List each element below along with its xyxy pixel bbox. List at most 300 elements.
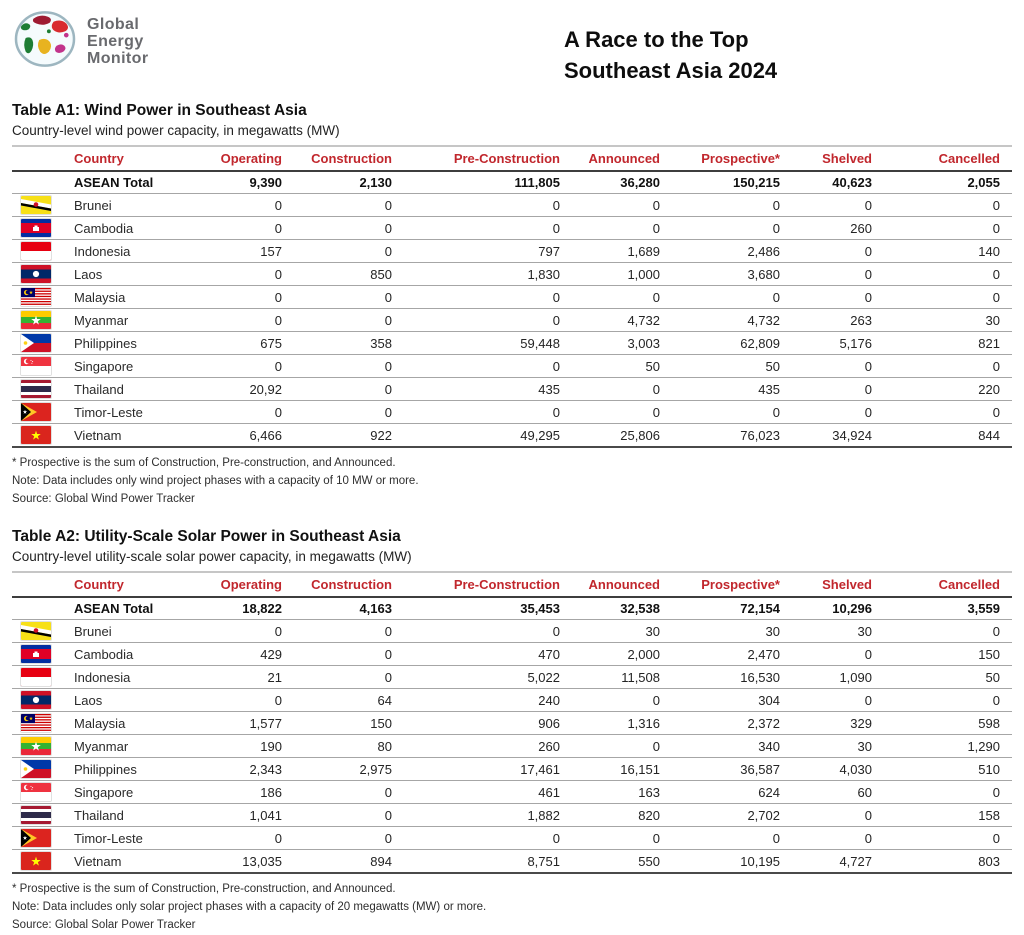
value-cell: 0 [404, 309, 572, 332]
country-row-cambodia [12, 643, 1012, 666]
total-value-cell: 32,538 [572, 597, 672, 620]
country-row-malaysia [12, 712, 1012, 735]
value-cell: 260 [404, 735, 572, 758]
value-cell: 1,689 [572, 240, 672, 263]
value-cell: 220 [884, 378, 1012, 401]
table-a2-title: Table A2: Utility-Scale Solar Power in Southeast Asia [12, 528, 401, 546]
country-name-cell: Timor-Leste [74, 827, 176, 850]
value-cell: 0 [792, 240, 884, 263]
value-cell: 1,041 [176, 804, 294, 827]
report-title-line2: Southeast Asia 2024 [564, 58, 778, 83]
value-cell: 2,702 [672, 804, 792, 827]
flag-cell [12, 355, 74, 378]
value-cell: 140 [884, 240, 1012, 263]
country-name-cell: Vietnam [74, 424, 176, 448]
value-cell: 1,882 [404, 804, 572, 827]
value-cell: 0 [294, 666, 404, 689]
total-value-cell: 150,215 [672, 171, 792, 194]
country-row-laos [12, 689, 1012, 712]
value-cell: 803 [884, 850, 1012, 874]
philippines-flag-icon [21, 760, 51, 778]
total-value-cell: 40,623 [792, 171, 884, 194]
vietnam-flag-icon [21, 426, 51, 444]
country-name-cell: Brunei [74, 194, 176, 217]
value-cell: 17,461 [404, 758, 572, 781]
value-cell: 0 [792, 401, 884, 424]
value-cell: 0 [884, 194, 1012, 217]
value-cell: 510 [884, 758, 1012, 781]
value-cell: 30 [792, 735, 884, 758]
value-cell: 850 [294, 263, 404, 286]
value-cell: 36,587 [672, 758, 792, 781]
value-cell: 30 [572, 620, 672, 643]
column-header-pre-construction: Pre-Construction [404, 572, 572, 597]
value-cell: 59,448 [404, 332, 572, 355]
value-cell: 157 [176, 240, 294, 263]
country-name-cell: Indonesia [74, 666, 176, 689]
value-cell: 0 [884, 286, 1012, 309]
value-cell: 0 [176, 217, 294, 240]
total-value-cell: 3,559 [884, 597, 1012, 620]
value-cell: 163 [572, 781, 672, 804]
country-row-brunei [12, 194, 1012, 217]
country-row-myanmar [12, 309, 1012, 332]
flag-cell [12, 378, 74, 401]
flag-cell [12, 332, 74, 355]
total-row-label: ASEAN Total [74, 597, 176, 620]
column-header-pre-construction: Pre-Construction [404, 146, 572, 171]
value-cell: 0 [176, 309, 294, 332]
value-cell: 0 [792, 804, 884, 827]
value-cell: 0 [404, 194, 572, 217]
value-cell: 0 [176, 355, 294, 378]
value-cell: 0 [572, 194, 672, 217]
column-header-announced: Announced [572, 572, 672, 597]
value-cell: 0 [792, 263, 884, 286]
flag-cell [12, 781, 74, 804]
country-name-cell: Cambodia [74, 643, 176, 666]
table-a2-subtitle: Country-level utility-scale solar power capacity, in megawatts (MW) [12, 549, 412, 565]
value-cell: 6,466 [176, 424, 294, 448]
value-cell: 0 [572, 735, 672, 758]
total-value-cell: 2,055 [884, 171, 1012, 194]
value-cell: 461 [404, 781, 572, 804]
value-cell: 4,727 [792, 850, 884, 874]
country-name-cell: Malaysia [74, 712, 176, 735]
country-row-cambodia [12, 217, 1012, 240]
value-cell: 329 [792, 712, 884, 735]
value-cell: 0 [294, 309, 404, 332]
flag-cell [12, 620, 74, 643]
thailand-flag-icon [21, 806, 51, 824]
cambodia-flag-icon [21, 645, 51, 663]
value-cell: 0 [672, 286, 792, 309]
flag-cell [12, 424, 74, 448]
total-row-label: ASEAN Total [74, 171, 176, 194]
value-cell: 30 [672, 620, 792, 643]
country-row-philippines [12, 758, 1012, 781]
flag-cell [12, 263, 74, 286]
flag-cell [12, 401, 74, 424]
total-value-cell: 111,805 [404, 171, 572, 194]
total-value-cell: 10,296 [792, 597, 884, 620]
country-row-laos [12, 263, 1012, 286]
value-cell: 0 [672, 401, 792, 424]
value-cell: 5,176 [792, 332, 884, 355]
column-header-operating: Operating [176, 572, 294, 597]
value-cell: 0 [672, 827, 792, 850]
value-cell: 894 [294, 850, 404, 874]
value-cell: 150 [294, 712, 404, 735]
flag-cell [12, 712, 74, 735]
value-cell: 0 [294, 643, 404, 666]
indonesia-flag-icon [21, 668, 51, 686]
value-cell: 0 [294, 378, 404, 401]
solar-power-table [12, 571, 1012, 874]
value-cell: 470 [404, 643, 572, 666]
value-cell: 2,975 [294, 758, 404, 781]
value-cell: 0 [294, 286, 404, 309]
value-cell: 2,486 [672, 240, 792, 263]
value-cell: 8,751 [404, 850, 572, 874]
value-cell: 1,316 [572, 712, 672, 735]
value-cell: 922 [294, 424, 404, 448]
flag-cell [12, 689, 74, 712]
column-header-shelved: Shelved [792, 146, 884, 171]
column-header-country: Country [74, 146, 176, 171]
value-cell: 49,295 [404, 424, 572, 448]
value-cell: 30 [884, 309, 1012, 332]
value-cell: 906 [404, 712, 572, 735]
value-cell: 0 [176, 401, 294, 424]
report-title-line1: A Race to the Top [564, 27, 749, 52]
value-cell: 240 [404, 689, 572, 712]
value-cell: 0 [884, 355, 1012, 378]
value-cell: 0 [294, 827, 404, 850]
value-cell: 150 [884, 643, 1012, 666]
value-cell: 429 [176, 643, 294, 666]
globe-icon [14, 10, 76, 73]
value-cell: 0 [294, 804, 404, 827]
value-cell: 4,732 [572, 309, 672, 332]
brunei-flag-icon [21, 196, 51, 214]
thailand-flag-icon [21, 380, 51, 398]
value-cell: 0 [572, 378, 672, 401]
myanmar-flag-icon [21, 737, 51, 755]
cambodia-flag-icon [21, 219, 51, 237]
table-a1-footnotes [12, 455, 1012, 508]
footnote-note: Note: Data includes only solar project phases with a capacity of 20 megawatts (MW) or more. [12, 901, 487, 914]
value-cell: 260 [792, 217, 884, 240]
logo-line: Global [87, 15, 140, 33]
wind-power-table [12, 145, 1012, 448]
column-header-construction: Construction [294, 572, 404, 597]
value-cell: 0 [572, 217, 672, 240]
flag-cell [12, 217, 74, 240]
myanmar-flag-icon [21, 311, 51, 329]
brunei-flag-icon [21, 622, 51, 640]
flag-column-header [12, 146, 74, 171]
value-cell: 2,343 [176, 758, 294, 781]
value-cell: 0 [404, 286, 572, 309]
value-cell: 598 [884, 712, 1012, 735]
value-cell: 340 [672, 735, 792, 758]
value-cell: 0 [792, 643, 884, 666]
value-cell: 0 [792, 194, 884, 217]
value-cell: 20,92 [176, 378, 294, 401]
value-cell: 0 [672, 194, 792, 217]
value-cell: 0 [176, 827, 294, 850]
country-name-cell: Philippines [74, 332, 176, 355]
laos-flag-icon [21, 691, 51, 709]
country-row-philippines [12, 332, 1012, 355]
flag-cell [12, 240, 74, 263]
value-cell: 550 [572, 850, 672, 874]
table-a1-subtitle: Country-level wind power capacity, in megawatts (MW) [12, 123, 340, 138]
country-name-cell: Singapore [74, 355, 176, 378]
laos-flag-icon [21, 265, 51, 283]
value-cell: 1,290 [884, 735, 1012, 758]
value-cell: 62,809 [672, 332, 792, 355]
malaysia-flag-icon [21, 714, 51, 732]
country-name-cell: Myanmar [74, 735, 176, 758]
country-name-cell: Timor-Leste [74, 401, 176, 424]
header-row [12, 146, 1012, 171]
value-cell: 0 [404, 217, 572, 240]
flag-cell [12, 666, 74, 689]
total-value-cell: 18,822 [176, 597, 294, 620]
timorleste-flag-icon [21, 829, 51, 847]
asean-total-row [12, 597, 1012, 620]
flag-cell-empty [12, 171, 74, 194]
value-cell: 0 [294, 620, 404, 643]
value-cell: 1,830 [404, 263, 572, 286]
value-cell: 158 [884, 804, 1012, 827]
value-cell: 0 [294, 355, 404, 378]
country-name-cell: Brunei [74, 620, 176, 643]
footnote-prospective: * Prospective is the sum of Construction, Pre-construction, and Announced. [12, 883, 396, 896]
asean-total-row [12, 171, 1012, 194]
value-cell: 0 [572, 401, 672, 424]
value-cell: 30 [792, 620, 884, 643]
value-cell: 0 [884, 620, 1012, 643]
footnote-note: Note: Data includes only wind project phases with a capacity of 10 MW or more. [12, 474, 419, 487]
country-row-indonesia [12, 240, 1012, 263]
footnote-source: Source: Global Wind Power Tracker [12, 492, 195, 505]
value-cell: 0 [884, 827, 1012, 850]
value-cell: 0 [572, 286, 672, 309]
footnote-source: Source: Global Solar Power Tracker [12, 919, 196, 932]
value-cell: 64 [294, 689, 404, 712]
total-value-cell: 2,130 [294, 171, 404, 194]
column-header-operating: Operating [176, 146, 294, 171]
value-cell: 263 [792, 309, 884, 332]
flag-cell [12, 758, 74, 781]
value-cell: 675 [176, 332, 294, 355]
value-cell: 0 [572, 689, 672, 712]
value-cell: 0 [176, 620, 294, 643]
column-header-construction: Construction [294, 146, 404, 171]
value-cell: 0 [294, 781, 404, 804]
value-cell: 0 [792, 827, 884, 850]
country-name-cell: Philippines [74, 758, 176, 781]
value-cell: 0 [176, 194, 294, 217]
timorleste-flag-icon [21, 403, 51, 421]
country-name-cell: Laos [74, 689, 176, 712]
section-table-a2 [12, 528, 1012, 934]
logo-line: Energy [87, 32, 144, 50]
value-cell: 0 [884, 217, 1012, 240]
value-cell: 13,035 [176, 850, 294, 874]
flag-cell [12, 827, 74, 850]
value-cell: 21 [176, 666, 294, 689]
country-name-cell: Laos [74, 263, 176, 286]
value-cell: 0 [294, 240, 404, 263]
country-name-cell: Thailand [74, 804, 176, 827]
value-cell: 11,508 [572, 666, 672, 689]
value-cell: 16,151 [572, 758, 672, 781]
value-cell: 3,003 [572, 332, 672, 355]
value-cell: 50 [884, 666, 1012, 689]
value-cell: 50 [672, 355, 792, 378]
country-name-cell: Indonesia [74, 240, 176, 263]
header-row [12, 572, 1012, 597]
country-row-vietnam [12, 424, 1012, 448]
flag-cell [12, 804, 74, 827]
value-cell: 34,924 [792, 424, 884, 448]
footnote-prospective: * Prospective is the sum of Construction, Pre-construction, and Announced. [12, 457, 396, 469]
value-cell: 0 [792, 689, 884, 712]
total-value-cell: 35,453 [404, 597, 572, 620]
flag-cell [12, 309, 74, 332]
country-row-vietnam [12, 850, 1012, 874]
country-name-cell: Vietnam [74, 850, 176, 874]
value-cell: 0 [404, 355, 572, 378]
value-cell: 60 [792, 781, 884, 804]
table-a2-footnotes [12, 881, 1012, 934]
value-cell: 2,372 [672, 712, 792, 735]
country-name-cell: Thailand [74, 378, 176, 401]
value-cell: 0 [176, 263, 294, 286]
value-cell: 797 [404, 240, 572, 263]
indonesia-flag-icon [21, 242, 51, 260]
value-cell: 1,000 [572, 263, 672, 286]
value-cell: 186 [176, 781, 294, 804]
gem-logo [14, 10, 148, 73]
country-row-indonesia [12, 666, 1012, 689]
country-row-myanmar [12, 735, 1012, 758]
value-cell: 0 [792, 286, 884, 309]
value-cell: 16,530 [672, 666, 792, 689]
flag-cell [12, 850, 74, 874]
column-header-shelved: Shelved [792, 572, 884, 597]
total-value-cell: 36,280 [572, 171, 672, 194]
report-title [564, 24, 777, 86]
value-cell: 0 [404, 401, 572, 424]
section-table-a1 [12, 102, 1012, 508]
value-cell: 80 [294, 735, 404, 758]
flag-cell [12, 643, 74, 666]
value-cell: 0 [176, 286, 294, 309]
value-cell: 435 [404, 378, 572, 401]
column-header-announced: Announced [572, 146, 672, 171]
flag-cell-empty [12, 597, 74, 620]
column-header-cancelled: Cancelled [884, 146, 1012, 171]
value-cell: 0 [294, 217, 404, 240]
country-name-cell: Cambodia [74, 217, 176, 240]
country-row-malaysia [12, 286, 1012, 309]
value-cell: 0 [404, 827, 572, 850]
value-cell: 435 [672, 378, 792, 401]
column-header-prospective: Prospective* [672, 572, 792, 597]
value-cell: 0 [792, 355, 884, 378]
total-value-cell: 9,390 [176, 171, 294, 194]
singapore-flag-icon [21, 783, 51, 801]
country-row-singapore [12, 781, 1012, 804]
singapore-flag-icon [21, 357, 51, 375]
value-cell: 820 [572, 804, 672, 827]
value-cell: 0 [884, 689, 1012, 712]
value-cell: 190 [176, 735, 294, 758]
country-row-timorleste [12, 401, 1012, 424]
value-cell: 5,022 [404, 666, 572, 689]
country-row-thailand [12, 378, 1012, 401]
value-cell: 0 [176, 689, 294, 712]
country-row-thailand [12, 804, 1012, 827]
value-cell: 0 [294, 194, 404, 217]
column-header-cancelled: Cancelled [884, 572, 1012, 597]
table-a1-title: Table A1: Wind Power in Southeast Asia [12, 102, 307, 119]
value-cell: 2,470 [672, 643, 792, 666]
column-header-country: Country [74, 572, 176, 597]
total-value-cell: 72,154 [672, 597, 792, 620]
country-row-timorleste [12, 827, 1012, 850]
value-cell: 624 [672, 781, 792, 804]
value-cell: 0 [884, 781, 1012, 804]
value-cell: 25,806 [572, 424, 672, 448]
value-cell: 50 [572, 355, 672, 378]
value-cell: 3,680 [672, 263, 792, 286]
value-cell: 0 [404, 620, 572, 643]
flag-cell [12, 735, 74, 758]
column-header-prospective: Prospective* [672, 146, 792, 171]
country-row-singapore [12, 355, 1012, 378]
value-cell: 304 [672, 689, 792, 712]
country-name-cell: Myanmar [74, 309, 176, 332]
total-value-cell: 4,163 [294, 597, 404, 620]
flag-column-header [12, 572, 74, 597]
value-cell: 2,000 [572, 643, 672, 666]
value-cell: 1,090 [792, 666, 884, 689]
value-cell: 844 [884, 424, 1012, 448]
value-cell: 0 [884, 401, 1012, 424]
page-header [12, 8, 1012, 94]
philippines-flag-icon [21, 334, 51, 352]
value-cell: 4,732 [672, 309, 792, 332]
value-cell: 0 [294, 401, 404, 424]
value-cell: 10,195 [672, 850, 792, 874]
flag-cell [12, 194, 74, 217]
logo-line: Monitor [87, 50, 149, 68]
value-cell: 0 [672, 217, 792, 240]
value-cell: 4,030 [792, 758, 884, 781]
value-cell: 358 [294, 332, 404, 355]
country-name-cell: Singapore [74, 781, 176, 804]
value-cell: 821 [884, 332, 1012, 355]
value-cell: 0 [884, 263, 1012, 286]
malaysia-flag-icon [21, 288, 51, 306]
flag-cell [12, 286, 74, 309]
